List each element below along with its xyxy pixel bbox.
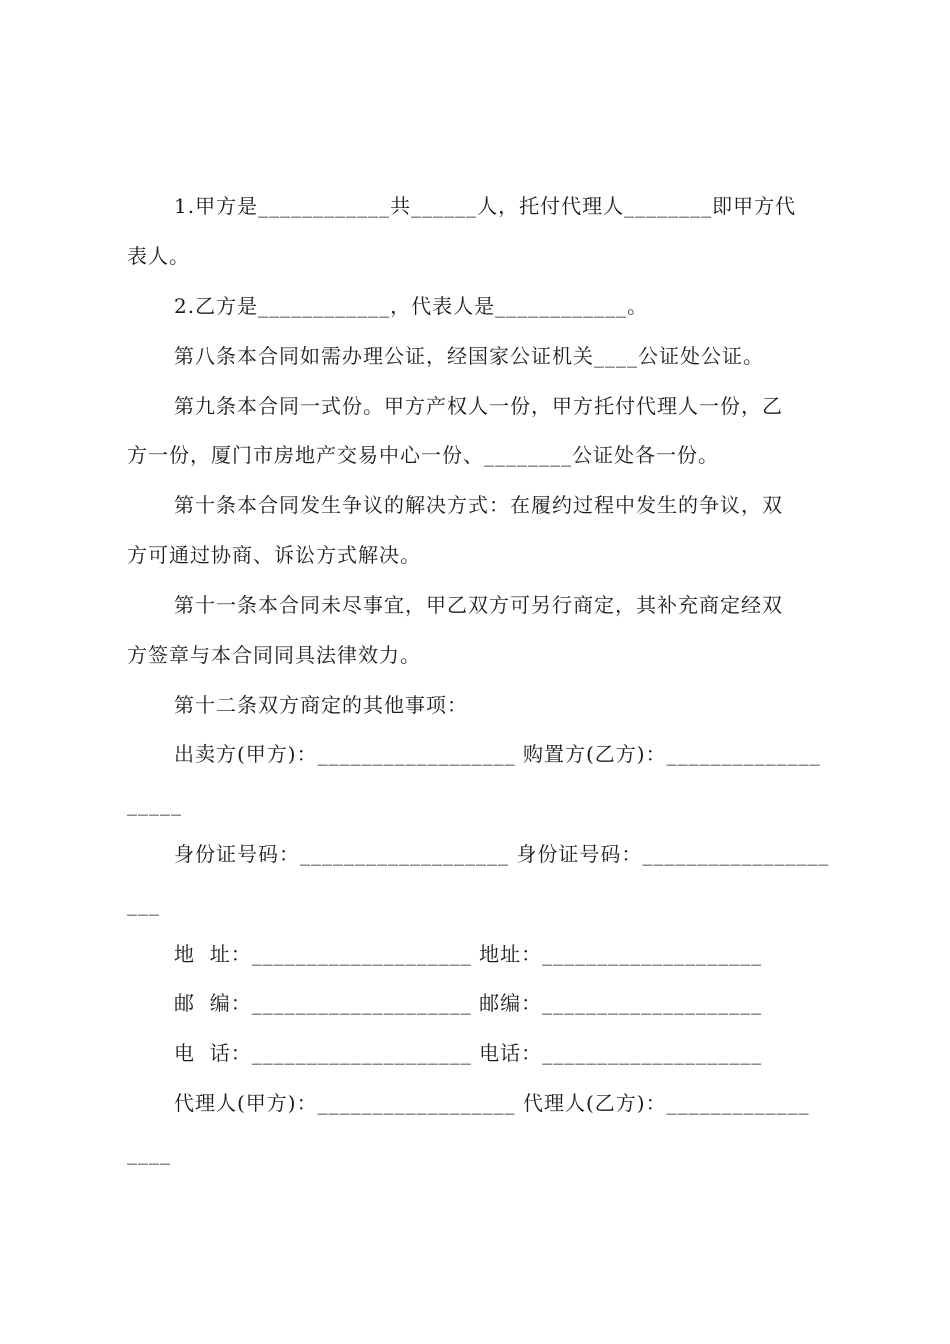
clause-nine-cont: 方一份，厦门市房地产交易中心一份、________公证处各一份。 [127,443,719,467]
clause-nine: 第九条本合同一式份。甲方产权人一份，甲方托付代理人一份，乙 [174,394,783,418]
clause-eleven-cont: 方签章与本合同同具法律效力。 [127,643,421,667]
address-line: 地 址：____________________ 地址：____________________ [174,942,763,966]
postcode-line: 邮 编：____________________ 邮编：____________________ [174,991,763,1015]
clause-party-a: 1.甲方是____________共______人，托付代理人________即甲方代 [174,194,797,218]
clause-ten: 第十条本合同发生争议的解决方式：在履约过程中发生的争议，双 [174,493,783,517]
seller-buyer-line-cont: _____ [127,792,182,816]
clause-ten-cont: 方可通过协商、诉讼方式解决。 [127,543,421,567]
seller-buyer-line: 出卖方(甲方)：__________________ 购置方(乙方)：______________ [174,742,821,766]
agent-line-cont: ____ [127,1141,171,1165]
clause-eleven: 第十一条本合同未尽事宜，甲乙双方可另行商定，其补充商定经双 [174,593,783,617]
clause-twelve: 第十二条双方商定的其他事项： [174,693,468,717]
clause-party-b: 2.乙方是____________，代表人是____________。 [174,294,649,318]
clause-eight: 第八条本合同如需办理公证，经国家公证机关____公证处公证。 [174,344,764,368]
agent-line: 代理人(甲方)：__________________ 代理人(乙方)：_____________ [174,1091,810,1115]
clause-party-a-cont: 表人。 [127,244,190,268]
id-number-line-cont: ___ [127,892,160,916]
phone-line: 电 话：____________________ 电话：____________________ [174,1041,763,1065]
id-number-line: 身份证号码：___________________ 身份证号码：_________________ [174,842,830,866]
